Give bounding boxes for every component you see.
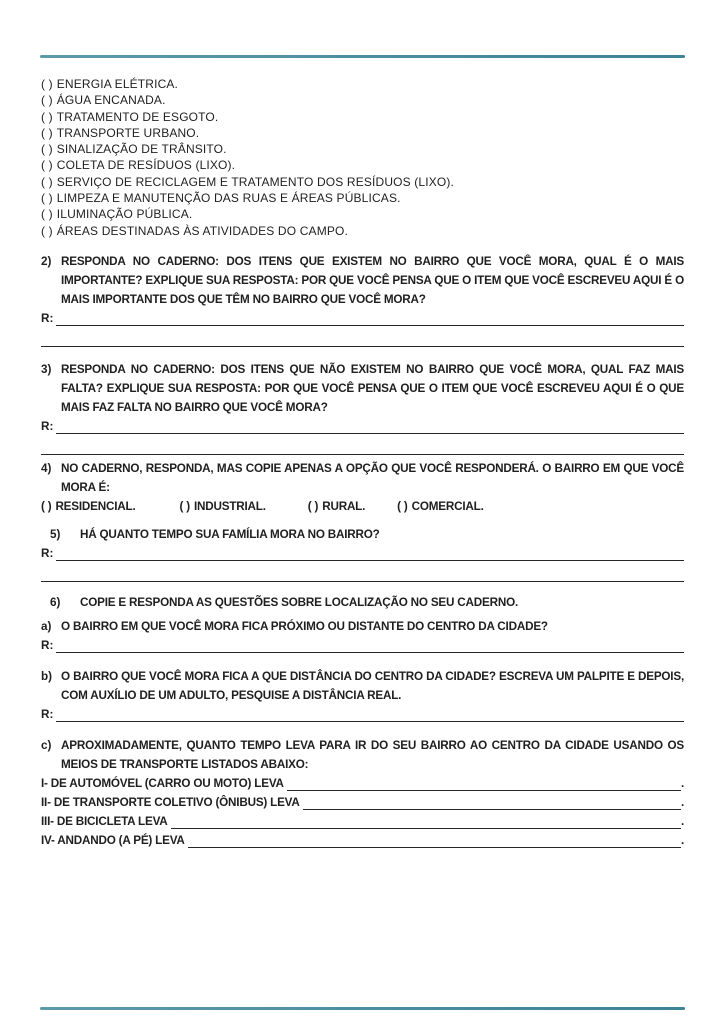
transport-line-automovel: [41, 774, 684, 793]
answer-prefix: R:: [41, 546, 54, 560]
answer-blank-line[interactable]: [56, 652, 684, 653]
question-6: [41, 593, 684, 612]
checkbox-icon[interactable]: ( ): [397, 499, 408, 513]
checklist-item: [41, 109, 684, 125]
option-label: RESIDENCIAL.: [55, 499, 136, 513]
bottom-divider-rule: [40, 1007, 685, 1010]
checklist-item-label: TRANSPORTE URBANO.: [56, 125, 200, 140]
services-checklist: [41, 76, 684, 239]
checkbox-icon[interactable]: ( ): [307, 499, 319, 513]
checklist-item-label: ILUMINAÇÃO PÚBLICA.: [56, 207, 193, 222]
checklist-item-label: ÁREAS DESTINADAS ÀS ATIVIDADES DO CAMPO.: [56, 223, 348, 238]
checklist-item: [41, 206, 684, 222]
question-4-number: 4): [41, 461, 52, 475]
checkbox-icon[interactable]: ( ): [179, 499, 190, 513]
question-3-number: 3): [41, 362, 52, 376]
checklist-item-label: LIMPEZA E MANUTENÇÃO DAS RUAS E ÁREAS PÚBLICAS.: [56, 191, 401, 206]
option-label: RURAL.: [322, 499, 366, 513]
checklist-item: [41, 223, 684, 239]
answer-prefix: R:: [41, 638, 54, 652]
checkbox-icon[interactable]: ( ): [41, 142, 53, 157]
checkbox-icon[interactable]: ( ): [41, 223, 53, 238]
answer-blank-line[interactable]: [41, 328, 684, 347]
checkbox-icon[interactable]: ( ): [41, 125, 53, 140]
question-6b-answer-row: [41, 705, 684, 724]
checklist-item: [41, 92, 684, 108]
line-end-period: .: [680, 776, 684, 790]
question-5-number: 5): [50, 527, 61, 541]
question-6b: [41, 667, 684, 705]
checklist-item-label: COLETA DE RESÍDUOS (LIXO).: [56, 158, 236, 173]
checklist-item-label: ENERGIA ELÉTRICA.: [56, 77, 179, 91]
answer-blank-line[interactable]: [188, 847, 681, 848]
option-residencial: [41, 497, 136, 516]
checkbox-icon[interactable]: ( ): [41, 174, 53, 189]
answer-prefix: R:: [41, 311, 54, 325]
line-end-period: .: [680, 795, 684, 809]
answer-blank-line[interactable]: [287, 790, 681, 791]
question-4-options: [41, 497, 684, 516]
top-divider-rule: [40, 55, 685, 58]
checkbox-icon[interactable]: ( ): [41, 93, 53, 108]
question-3: [41, 360, 684, 417]
line-end-period: .: [680, 833, 684, 847]
checklist-item-label: ÁGUA ENCANADA.: [56, 93, 166, 108]
option-rural: [308, 497, 365, 516]
question-3-text: RESPONDA NO CADERNO: DOS ITENS QUE NÃO EXISTEM NO BAIRRO QUE VOCÊ MORA, QUAL FAZ MAIS FALTA? EXPLIQUE SUA RESPOSTA: POR QUE VOCÊ PENSA QUE O ITEM QUE VOCÊ ESCREVEU AQUI É O QUE MAIS FAZ FALTA NO BAIRRO QUE VOCÊ MORA?: [61, 362, 684, 414]
question-6-text: COPIE E RESPONDA AS QUESTÕES SOBRE LOCALIZAÇÃO NO SEU CADERNO.: [80, 595, 519, 609]
checkbox-icon[interactable]: ( ): [41, 191, 53, 206]
checklist-item: [41, 125, 684, 141]
question-5: [41, 525, 684, 544]
question-6a-answer-row: [41, 636, 684, 655]
option-label: INDUSTRIAL.: [193, 499, 266, 513]
answer-blank-line[interactable]: [56, 325, 684, 326]
answer-blank-line[interactable]: [41, 563, 684, 582]
answer-blank-line[interactable]: [56, 721, 684, 722]
checklist-item: [41, 141, 684, 157]
worksheet-content: [41, 76, 684, 850]
checklist-item: [41, 190, 684, 206]
question-6c-label: c): [41, 738, 52, 752]
answer-prefix: R:: [41, 419, 54, 433]
answer-blank-line[interactable]: [41, 436, 684, 455]
question-6-number: 6): [50, 595, 61, 609]
answer-blank-line[interactable]: [171, 828, 681, 829]
question-2-answer-row: [41, 309, 684, 328]
question-4: [41, 459, 684, 497]
checklist-item-label: SINALIZAÇÃO DE TRÂNSITO.: [56, 142, 227, 157]
question-6c-text: APROXIMADAMENTE, QUANTO TEMPO LEVA PARA IR DO SEU BAIRRO AO CENTRO DA CIDADE USANDO OS MEIOS DE TRANSPORTE LISTADOS ABAIXO:: [61, 738, 684, 771]
answer-blank-line[interactable]: [56, 433, 684, 434]
option-label: COMERCIAL.: [411, 499, 484, 513]
option-industrial: [180, 497, 266, 516]
checkbox-icon[interactable]: ( ): [41, 158, 53, 173]
answer-blank-line[interactable]: [303, 809, 681, 810]
question-5-text: HÁ QUANTO TEMPO SUA FAMÍLIA MORA NO BAIRRO?: [80, 527, 380, 541]
question-6b-label: b): [41, 669, 53, 683]
question-6b-text: O BAIRRO QUE VOCÊ MORA FICA A QUE DISTÂNCIA DO CENTRO DA CIDADE? ESCREVA UM PALPITE E DEPOIS, COM AUXÍLIO DE UM ADULTO, PESQUISE A DISTÂNCIA REAL.: [61, 669, 684, 702]
question-2-number: 2): [41, 254, 52, 268]
line-end-period: .: [680, 814, 684, 828]
transport-line-onibus: [41, 793, 684, 812]
checkbox-icon[interactable]: ( ): [41, 77, 53, 91]
question-5-answer-row: [41, 544, 684, 563]
transport-label: III- DE BICICLETA LEVA: [41, 814, 168, 828]
question-2: [41, 252, 684, 309]
question-6a-label: a): [41, 619, 52, 633]
question-2-text: RESPONDA NO CADERNO: DOS ITENS QUE EXISTEM NO BAIRRO QUE VOCÊ MORA, QUAL É O MAIS IMPORTANTE? EXPLIQUE SUA RESPOSTA: POR QUE VOCÊ PENSA QUE O ITEM QUE VOCÊ ESCREVEU AQUI É O MAIS IMPORTANTE DOS QUE TÊM NO BAIRRO QUE VOCÊ MORA?: [61, 254, 684, 306]
question-6a-text: O BAIRRO EM QUE VOCÊ MORA FICA PRÓXIMO OU DISTANTE DO CENTRO DA CIDADE?: [61, 619, 548, 633]
checklist-item-label: TRATAMENTO DE ESGOTO.: [56, 109, 219, 124]
answer-blank-line[interactable]: [56, 560, 684, 561]
question-6a: [41, 617, 684, 636]
transport-label: II- DE TRANSPORTE COLETIVO (ÔNIBUS) LEVA: [41, 795, 300, 809]
checkbox-icon[interactable]: ( ): [41, 499, 52, 513]
checklist-item: [41, 174, 684, 190]
question-4-text: NO CADERNO, RESPONDA, MAS COPIE APENAS A OPÇÃO QUE VOCÊ RESPONDERÁ. O BAIRRO EM QUE VOCÊ MORA É:: [61, 461, 684, 494]
question-3-answer-row: [41, 417, 684, 436]
question-6c: [41, 736, 684, 774]
transport-line-bicicleta: [41, 812, 684, 831]
option-comercial: [397, 497, 483, 516]
transport-label: IV- ANDANDO (A PÉ) LEVA: [41, 833, 185, 847]
answer-prefix: R:: [41, 707, 54, 721]
checkbox-icon[interactable]: ( ): [41, 207, 53, 222]
transport-line-a-pe: [41, 831, 684, 850]
transport-label: I- DE AUTOMÓVEL (CARRO OU MOTO) LEVA: [41, 776, 284, 790]
checklist-item-label: SERVIÇO DE RECICLAGEM E TRATAMENTO DOS RESÍDUOS (LIXO).: [56, 174, 454, 189]
checklist-item: [41, 157, 684, 173]
checkbox-icon[interactable]: ( ): [41, 109, 53, 124]
checklist-item: [41, 76, 684, 92]
